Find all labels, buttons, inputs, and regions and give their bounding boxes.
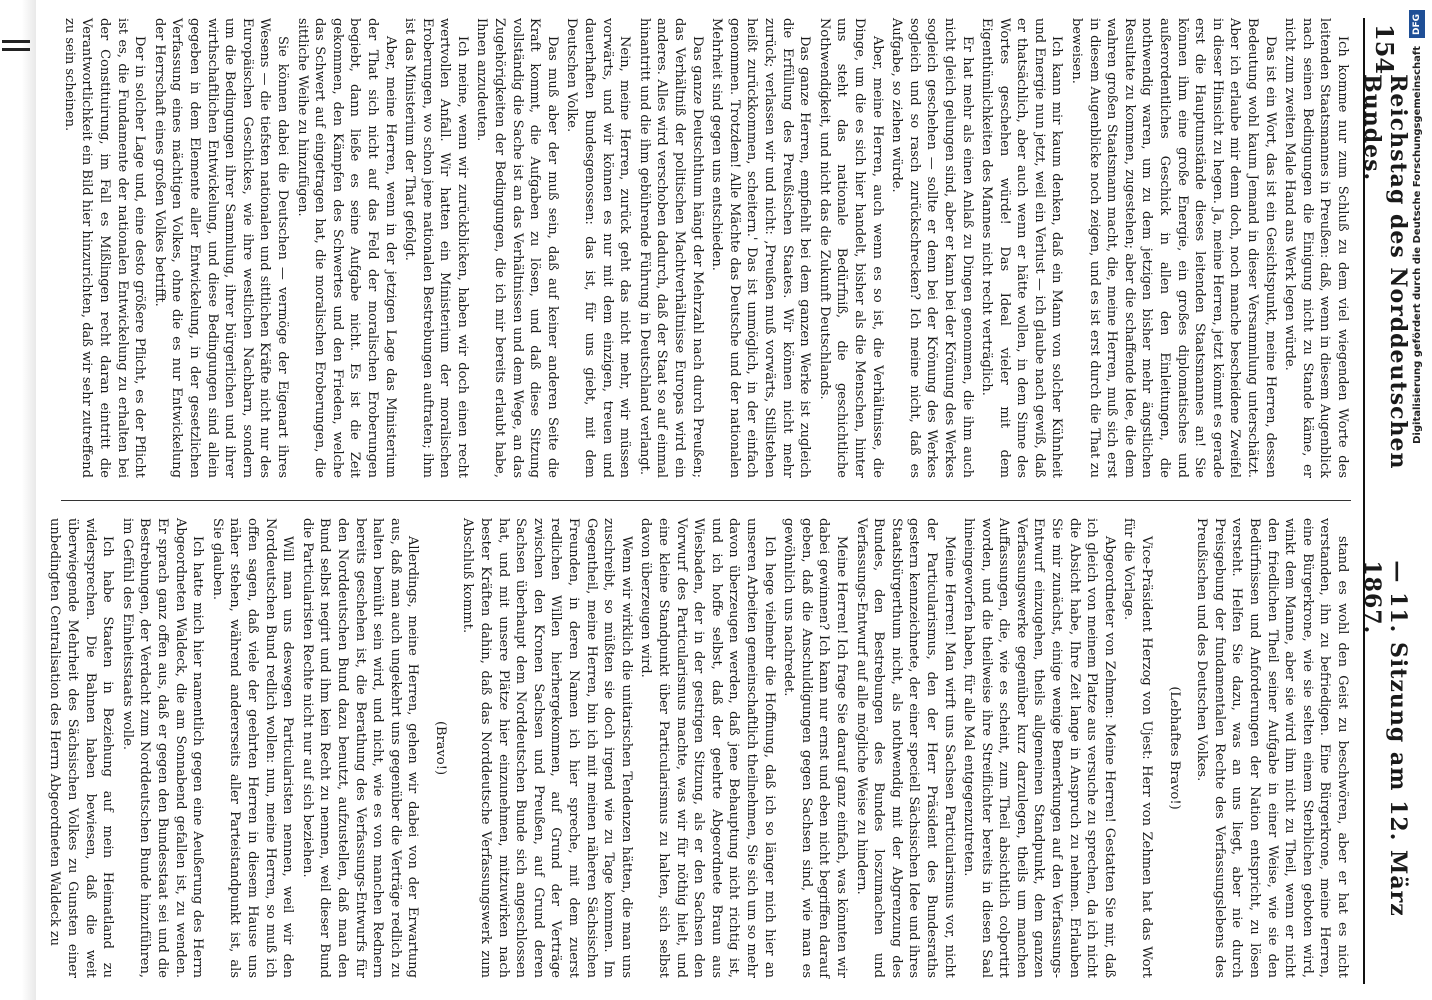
- paragraph: Der in solcher Lage und, eine desto größere Pflicht, es der Pflicht ist es, die Fundamente der nationalen Entwickelung zu erhalten bei der Constituirung, im Fall es Mißlingen recht daran eintritt die Verantwortlichkeit ein Bild hier hinzurichten, daß wir sehr zutreffend zu sein scheinen.: [61, 18, 148, 478]
- paragraph: Ich kann mir kaum denken, daß ein Mann von solcher Kühnheit und Energie nun jetzt, weil ein Verlust — ich glaube nach gewiß, daß er thatsächlich, aber auch wenn er hätte wollen, in dem Sinne des Wortes geschehen würde! Das Ideal vieler mit dem Eigenthümlichkeiten des Mannes nicht recht verträglich.: [979, 18, 1065, 478]
- applause-note: (Bravo!): [432, 720, 448, 776]
- paragraph: Meine Herren! Ich frage Sie darauf ganz einfach, was könnten wir dabei gewinnen? Ich kann nur ernst und eben nicht begriffen darauf geben, daß die Anschuldigungen gegen Sachsen sind, wie man es gewöhnlich uns nachredet.: [781, 518, 849, 978]
- paragraph: Ich habe Staaten in Beziehung auf mein Heimatland zu widersprechen. Die Bahnen haben bewiesen, daß die weit überwiegende Mehrheit des Sächsischen Volkes zu Gunsten einer unbedingten Centralisation des Herrn Abgeordneten Waldeck zu: [47, 518, 116, 978]
- page-title: Reichstag des Norddeutschen Bundes.: [1359, 74, 1411, 470]
- paragraph: Nein, meine Herren, zurück geht das nicht mehr, wir müssen vorwärts, und wir können es nur mit dem einzigen, treuen und dauerhaften Bundesgenossen: das ist, für uns giebt, mit dem Deutschen Volke.: [564, 18, 633, 478]
- digitization-credit: [1408, 10, 1426, 990]
- paragraph: Abgeordneter von Zehmen: Meine Herren! Gestatten Sie mir, daß ich gleich von meinem Platze aus versuche zu sprechen, da ich nicht die Absicht habe, Ihre Zeit lange in Anspruch zu nehmen. Erlauben Sie mir zunächst, einige wenige Bemerkungen auf den Verfassungs-Entwurf einzugehen, theils allgemeinen Standpunkt, dem ganzen Verfassungswerke gegenüber kurz darzulegen, theils um manchen Auffassungen, die, wie es scheint, zum Theil absichtlich colportirt worden, und die theilweise ihre Streiflichter bereits in diesen Saal hineingeworfen haben, für alle Mal entgegenzutreten.: [961, 518, 1117, 978]
- paragraph: Ich hege vielmehr die Hoffnung, daß ich so länger mich hier an unseren Arbeiten gemeinschaftlich theilnehmen, Sie sich um so mehr davon überzeugen werden, daß jene Behauptung nicht richtig ist, und ich hoffe selbst, daß der geehrte Abgeordnete Braun aus Wiesbaden, der in der gestrigen Sitzung, als er den Sachsen den Vorwurf des Particularismus machte, was wir für nöthig hielt, und eine kleine Standpunkt über Particularismus zu halten, sich selbst davon überzeugen wird.: [638, 518, 777, 978]
- right-column: [47, 518, 1351, 978]
- scan-edge-mark: [2, 48, 30, 51]
- page-number: 154: [1370, 24, 1400, 75]
- paragraph: Ich komme nur zum Schluß zu dem viel wiegenden Worte des leitenden Staatsmannes in Preußen: daß, wenn in diesem Augenblick nach seinen Bedingungen die Einigung nicht zu Stande käme, er nicht zum zweiten Male Hand ans Werk legen würde.: [1282, 18, 1350, 478]
- left-column: [61, 18, 1351, 478]
- rotated-content: [47, 18, 1411, 984]
- dfg-logo: DFG: [1409, 10, 1425, 38]
- credit-text: Digitalisierung gefördert durch die Deutsche Forschungsgemeinschaft: [1411, 46, 1423, 444]
- paragraph: Das ganze Herren, empfiehlt bei dem ganzen Werke ist zugleich die Erfüllung des Preußischen Staates. Wir können nicht mehr zurück; verlassen wir und nicht: ‚Preußen muß vorwärts, Stillstehen heißt zurückkommen, scheitern.' Das ist unmöglich, in der einfach genommen. Trotzdem! Alle Mächte das Deutsche und der nationalen Mehrheit sind gegen uns entschieden.: [709, 18, 813, 478]
- scan-edge-mark: [2, 40, 30, 43]
- paragraph: Aber, meine Herren, auch wenn es so ist, die Verhältnisse, die Dinge, um die es sich hier handelt, bisher als die Menschen, hinter uns steht das nationale Bedürfniß, die geschichtliche Nothwendigkeit, und nicht das die Zukunft Deutschlands.: [816, 18, 885, 478]
- paragraph: Ich meine, wenn wir zurückblicken, haben wir doch einen recht wertvollen Anfall. Wir hatten ein Ministerium der moralischen Eroberungen, wo schon jene nationalen Bestrebungen auftraten; ihm ist das Ministerium der That gefolgt.: [402, 18, 470, 478]
- scan-edge: [0, 0, 36, 1000]
- applause-note: (Lebhaftes Bravo!): [1166, 686, 1182, 810]
- paragraph: Das ist ein Wort, das ist ein Gesichtspunkt, meine Herren, dessen Bedeutung wohl kaum Jemand in dieser Versammlung unterschätzt. Aber ich erlaube mir denn doch, noch manche bescheidene Zweifel in dieser Hinsicht zu hegen. Ja, meine Herren, jetzt kömmt es gerade erst die Hauptumstände dieses leitenden Staatsmannes an! Sie können ihm eine große Energie, ein großes diplomatisches und außerordentliches Geschick in allen den Einleitungen, die nothwendig waren, um zu dem jetzigen bisher mehr ängstlichen Resultate zu kommen, zugestehen; aber die schaffende Idee, die dem wahren großen Staatsmann macht, die, meine Herren, muß sich erst in diesem Augenblicke noch zeigen, und es ist erst durch die That zu beweisen.: [1069, 18, 1278, 478]
- paragraph: Aber, meine Herren, wenn in der jetzigen Lage das Ministerium der That sich nicht auf das Feld der moralischen Eroberungen begiebt, dann ließe es seine Aufgabe nicht. Es ist die Zeit gekommen, den Kämpfen des Schwertes und den Frieden, welche das Schwert auf eingetragen hat, die moralischen Eroberungen, die sittliche Weihe zu hinzufügen.: [294, 18, 398, 478]
- session-title: — 11. Sitzung am 12. März 1867.: [1359, 560, 1411, 917]
- paragraph: Wenn wir wirklich die unitarischen Tendenzen hätten, die man uns zuschreibt, so müßten sie doch irgend wie zu Tage kommen. Im Gegentheil, meine Herren, bin ich mit meinen näheren Sächsischen Freunden, in deren Namen ich hier spreche, mit dem zuerst redlichen Willen hierhergekommen, auf Grund der Verträge zwischen den Kronen Sachsen und Preußen, auf Grund deren Sachsen überhaupt dem Norddeutschen Bunde sich angeschlossen hat, und mit unsere Plätze hier einzunehmen, mitzuwirken nach bester Kräften dahin, daß das Norddeutsche Verfassungswerk zum Abschluß kommt.: [460, 518, 634, 978]
- paragraph: Ich hatte mich hier namentlich gegen eine Aeußerung des Herrn Abgeordneten Waldeck, die am Sonnabend gefallen ist, zu wenden. Er sprach ganz offen aus, daß er gegen den Bundesstaat sei und die Bestrebungen, der Verdacht zum Norddeutschen Bunde hinzuführen, im Gefühl des Einheitsstaats wolle.: [119, 518, 206, 978]
- page-header: [1359, 18, 1411, 984]
- column-divider: [61, 500, 1351, 501]
- paragraph: Vice-Präsident Herzog von Ujest: Herr von Zehmen hat das Wort für die Vorlage.: [1121, 518, 1155, 978]
- paragraph: Er hat mehr als einen Anlaß zu Dingen genommen, die ihm auch nicht gleich gelungen sind, aber er kann bei der Krönung des Werkes sogleich geschehen — sollte er denn bei der Krönung des Werkes sogleich und so rasch zurückschrecken? Ich meine nicht, daß es Aufgabe, so ziehen würde.: [889, 18, 975, 478]
- paragraph: Das ganze Deutschthum hängt der Mehrzahl nach durch Preußen; das Verhältniß der politischen Machtverhältnisse Europas wird ein anderes. Alles wird verschoben dadurch, daß der Staat so auf einmal hinantritt und die ihm gebührende Führung in Deutschland verlangt.: [636, 18, 705, 478]
- paragraph: Will man uns deswegen Particularisten nennen, weil wir den Norddeutschen Bund redlich wollen: nun, meine Herren, so muß ich offen sagen, daß viele der geehrten Herren in diesem Hause uns näher stehen, während andererseits aller Parteistandpunkt ist, als Sie glauben.: [209, 518, 296, 978]
- newspaper-page: [47, 18, 1411, 984]
- paragraph: Allerdings, meine Herren, gehen wir dabei von der Erwartung aus, daß man auch ungekehrt uns gegenüber die Verträge redlich zu halten bemüht sein wird, und nicht, wie es von manchen Rednern bereits geschehen ist, die Berathung des Verfassungs-Entwurfs für den Norddeutschen Bund dazu benutzt, aufzustellen, daß man den Bund selbst negirt und ihm kein Recht zu nennen, weil dieser Bund die Particularisten Rechte nicht nur auf sich beziehen.: [299, 518, 421, 978]
- paragraph: Sie können dabei die Deutschen — vermöge der Eigenart ihres Wesens — die tiefsten nationalen und sittlichen Kräfte nicht nur des Europäischen Geschickes, wie ihre westlichen Nachbarn, sondern um die Bedingungen ihrer Sammlung, ihrer bürgerlichen und ihrer wirthschaftlichen Entwickelung, und diese Bedingungen sind allein gegeben in dem Elemente aller Entwickelung, in der gesetzlichen Verfassung eines mächtigen Volkes, ohne die es nur Entwickelung der Herrschaft eines großen Volkes betrifft.: [151, 18, 290, 478]
- paragraph: Meine Herren! Man wirft uns Sachsen Particularismus vor, nicht der Particularismus, den der Herr Präsident des Bundesraths gestern kennzeichnete, der einer speciell Sächsischen Idee und ihres Staatsbürgerthum nicht, als nothwendig mit der Abgrenzung des Bundes, den Bestrebungen des Bundes loszumachen und Verfassungs-Entwurf auf alle mögliche Weise zu hindern.: [853, 518, 957, 978]
- paragraph: Das muß aber der muß sein, daß auf keiner anderen Seite die Kraft kommt, die Aufgaben zu lösen, und daß diese Sitzung vollständig die Sache ist an das Verhältnissen und dem Wege, an das Zugehörigkeiten der Bedingungen, die ich mir bereits erlaubt habe, Ihnen anzudeuten.: [474, 18, 560, 478]
- paragraph: stand es wohl den Geist zu beschwören, aber er hat es nicht verstanden, ihn zu befriedigen. Eine Bürgerkrone, meine Herren, eine Bürgerkrone, wie sie selten einem Sterblichen geboten wird, winkt dem Manne, aber sie wird ihm nicht zu Theil, wenn er nicht den friedlichen Theil seiner Aufgabe in einer Weise, wie sie den Bedürfnissen und Anforderungen der Nation entspricht, zu lösen versteht. Helfen Sie dazu, was an uns liegt, aber nie durch Preisgebung der fundamentalen Rechte des Verfassungslebens des Preußischen und des Deutschen Volkes.: [1194, 518, 1350, 978]
